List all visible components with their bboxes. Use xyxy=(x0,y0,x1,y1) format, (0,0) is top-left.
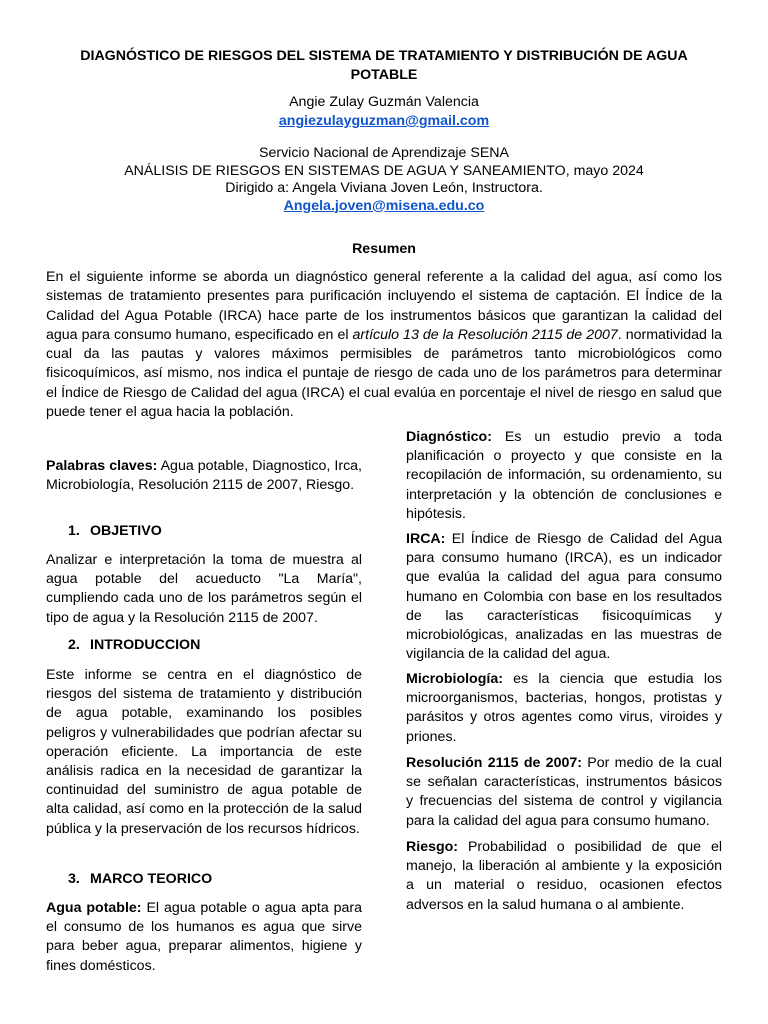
definition-text: El Índice de Riesgo de Calidad del Agua para consumo humano (IRCA), es un indicador que evalúa la calidad del agua para consumo humano en Colombia con base en los resultados de las características fisicoquímicas y microbiológicas, analizadas en las muestras de vigilancia de la calidad del agua. xyxy=(406,531,722,663)
definition-term: IRCA: xyxy=(406,531,446,547)
definition-term: Agua potable: xyxy=(46,900,142,916)
objetivo-paragraph xyxy=(46,551,362,628)
section-heading-marco-teorico xyxy=(68,871,212,887)
definition-term: Resolución 2115 de 2007: xyxy=(406,755,582,771)
abstract-part-2: . normatividad la cual da las pautas y valores máximos permisibles de parámetros tanto microbiológicos como fisicoquímicos, así mismo, nos indica el puntaje de riesgo de cada uno de los parámetros para determinar el Índice de Riesgo de Calidad del agua (IRCA) el cual evalúa en porcentaje el nivel de riesgo en salud que puede tener el agua hacia la población. xyxy=(46,326,722,421)
definition-agua-potable xyxy=(46,899,362,976)
introduccion-paragraph xyxy=(46,666,362,839)
directed-to: Dirigido a: Angela Viviana Joven León, Instructora. xyxy=(225,180,543,196)
instructor-email-link[interactable]: Angela.joven@misena.edu.co xyxy=(283,197,485,214)
definition-irca xyxy=(406,530,722,664)
section-heading-objetivo xyxy=(68,523,162,539)
definition-riesgo xyxy=(406,838,722,915)
definition-text: Por medio de la cual se señalan características, instrumentos básicos y frecuencias del sistema de control y vigilancia para la calidad del agua para consumo humano. xyxy=(406,755,722,829)
section-title: MARCO TEORICO xyxy=(90,871,213,887)
keywords-text: Agua potable, Diagnostico, Irca, Microbiología, Resolución 2115 de 2007, Riesgo. xyxy=(46,458,362,494)
definition-term: Microbiología: xyxy=(406,671,503,687)
section-number: 2. xyxy=(68,637,80,653)
objetivo-text: Analizar e interpretación la toma de muestra al agua potable del acueducto "La María", cumpliendo cada uno de los parámetros según el tipo de agua y la Resolución 2115 de 2007. xyxy=(46,552,362,626)
abstract-citation: artículo 13 de la Resolución 2115 de 2007 xyxy=(352,326,618,343)
institution-name: Servicio Nacional de Aprendizaje SENA xyxy=(259,145,509,161)
keywords-label: Palabras claves: xyxy=(46,458,158,474)
definition-term: Diagnóstico: xyxy=(406,429,492,445)
definition-text: El agua potable o agua apta para el consumo de los humanos es agua que sirve para beber agua, preparar alimentos, higiene y fines domésticos. xyxy=(46,900,362,974)
definition-term: Riesgo: xyxy=(406,839,459,855)
definition-resolucion xyxy=(406,754,722,831)
institution-block xyxy=(40,145,728,215)
abstract-part-1: En el siguiente informe se aborda un diagnóstico general referente a la calidad del agua, así como los sistemas de tratamiento presentes para purificación incluyendo el sistema de captación. El Índice de la Calidad del Agua Potable (IRCA) hace parte de los instrumentos básicos que garantizan la calidad del agua para consumo humano, especificado en el xyxy=(46,269,722,343)
course-name: ANÁLISIS DE RIESGOS EN SISTEMAS DE AGUA Y SANEAMIENTO, mayo 2024 xyxy=(124,162,644,179)
section-number: 3. xyxy=(68,871,80,887)
section-heading-introduccion xyxy=(68,637,200,653)
abstract-heading: Resumen xyxy=(352,241,416,257)
author-block xyxy=(40,93,728,131)
keywords-paragraph xyxy=(46,457,362,495)
definition-text: Es un estudio previo a toda planificación o proyecto y que consiste en la recopilación de información, su ordenamiento, su interpretación y la obtención de conclusiones e hipótesis. xyxy=(406,429,722,522)
section-number: 1. xyxy=(68,523,80,539)
definition-text: es la ciencia que estudia los microorganismos, bacterias, hongos, protistas y parásitos y otros agentes como virus, viroides y priones. xyxy=(406,671,722,745)
author-email-link[interactable]: angiezulayguzman@gmail.com xyxy=(278,113,490,129)
introduccion-text: Este informe se centra en el diagnóstico de riesgos del sistema de tratamiento y distribución de agua potable, examinando los posibles peligros y vulnerabilidades que podrían afectar su operación eficiente. La importancia de este análisis radica en la necesidad de garantizar la continuidad del suministro de agua potable de alta calidad, así como en la protección de la salud pública y la preservación de los recursos hídricos. xyxy=(46,667,362,837)
paper-title: DIAGNÓSTICO DE RIESGOS DEL SISTEMA DE TRATAMIENTO Y DISTRIBUCIÓN DE AGUA POTABLE xyxy=(80,48,688,83)
section-title: INTRODUCCION xyxy=(90,637,201,653)
section-title: OBJETIVO xyxy=(90,523,162,539)
definition-text: Probabilidad o posibilidad de que el manejo, la liberación al ambiente y la exposición a un material o residuo, ocasionen efectos adversos en la salud humana o al ambiente. xyxy=(406,839,722,913)
author-name: Angie Zulay Guzmán Valencia xyxy=(289,94,479,110)
definition-diagnostico xyxy=(406,428,722,524)
abstract-text xyxy=(46,268,722,422)
definition-microbiologia xyxy=(406,670,722,747)
